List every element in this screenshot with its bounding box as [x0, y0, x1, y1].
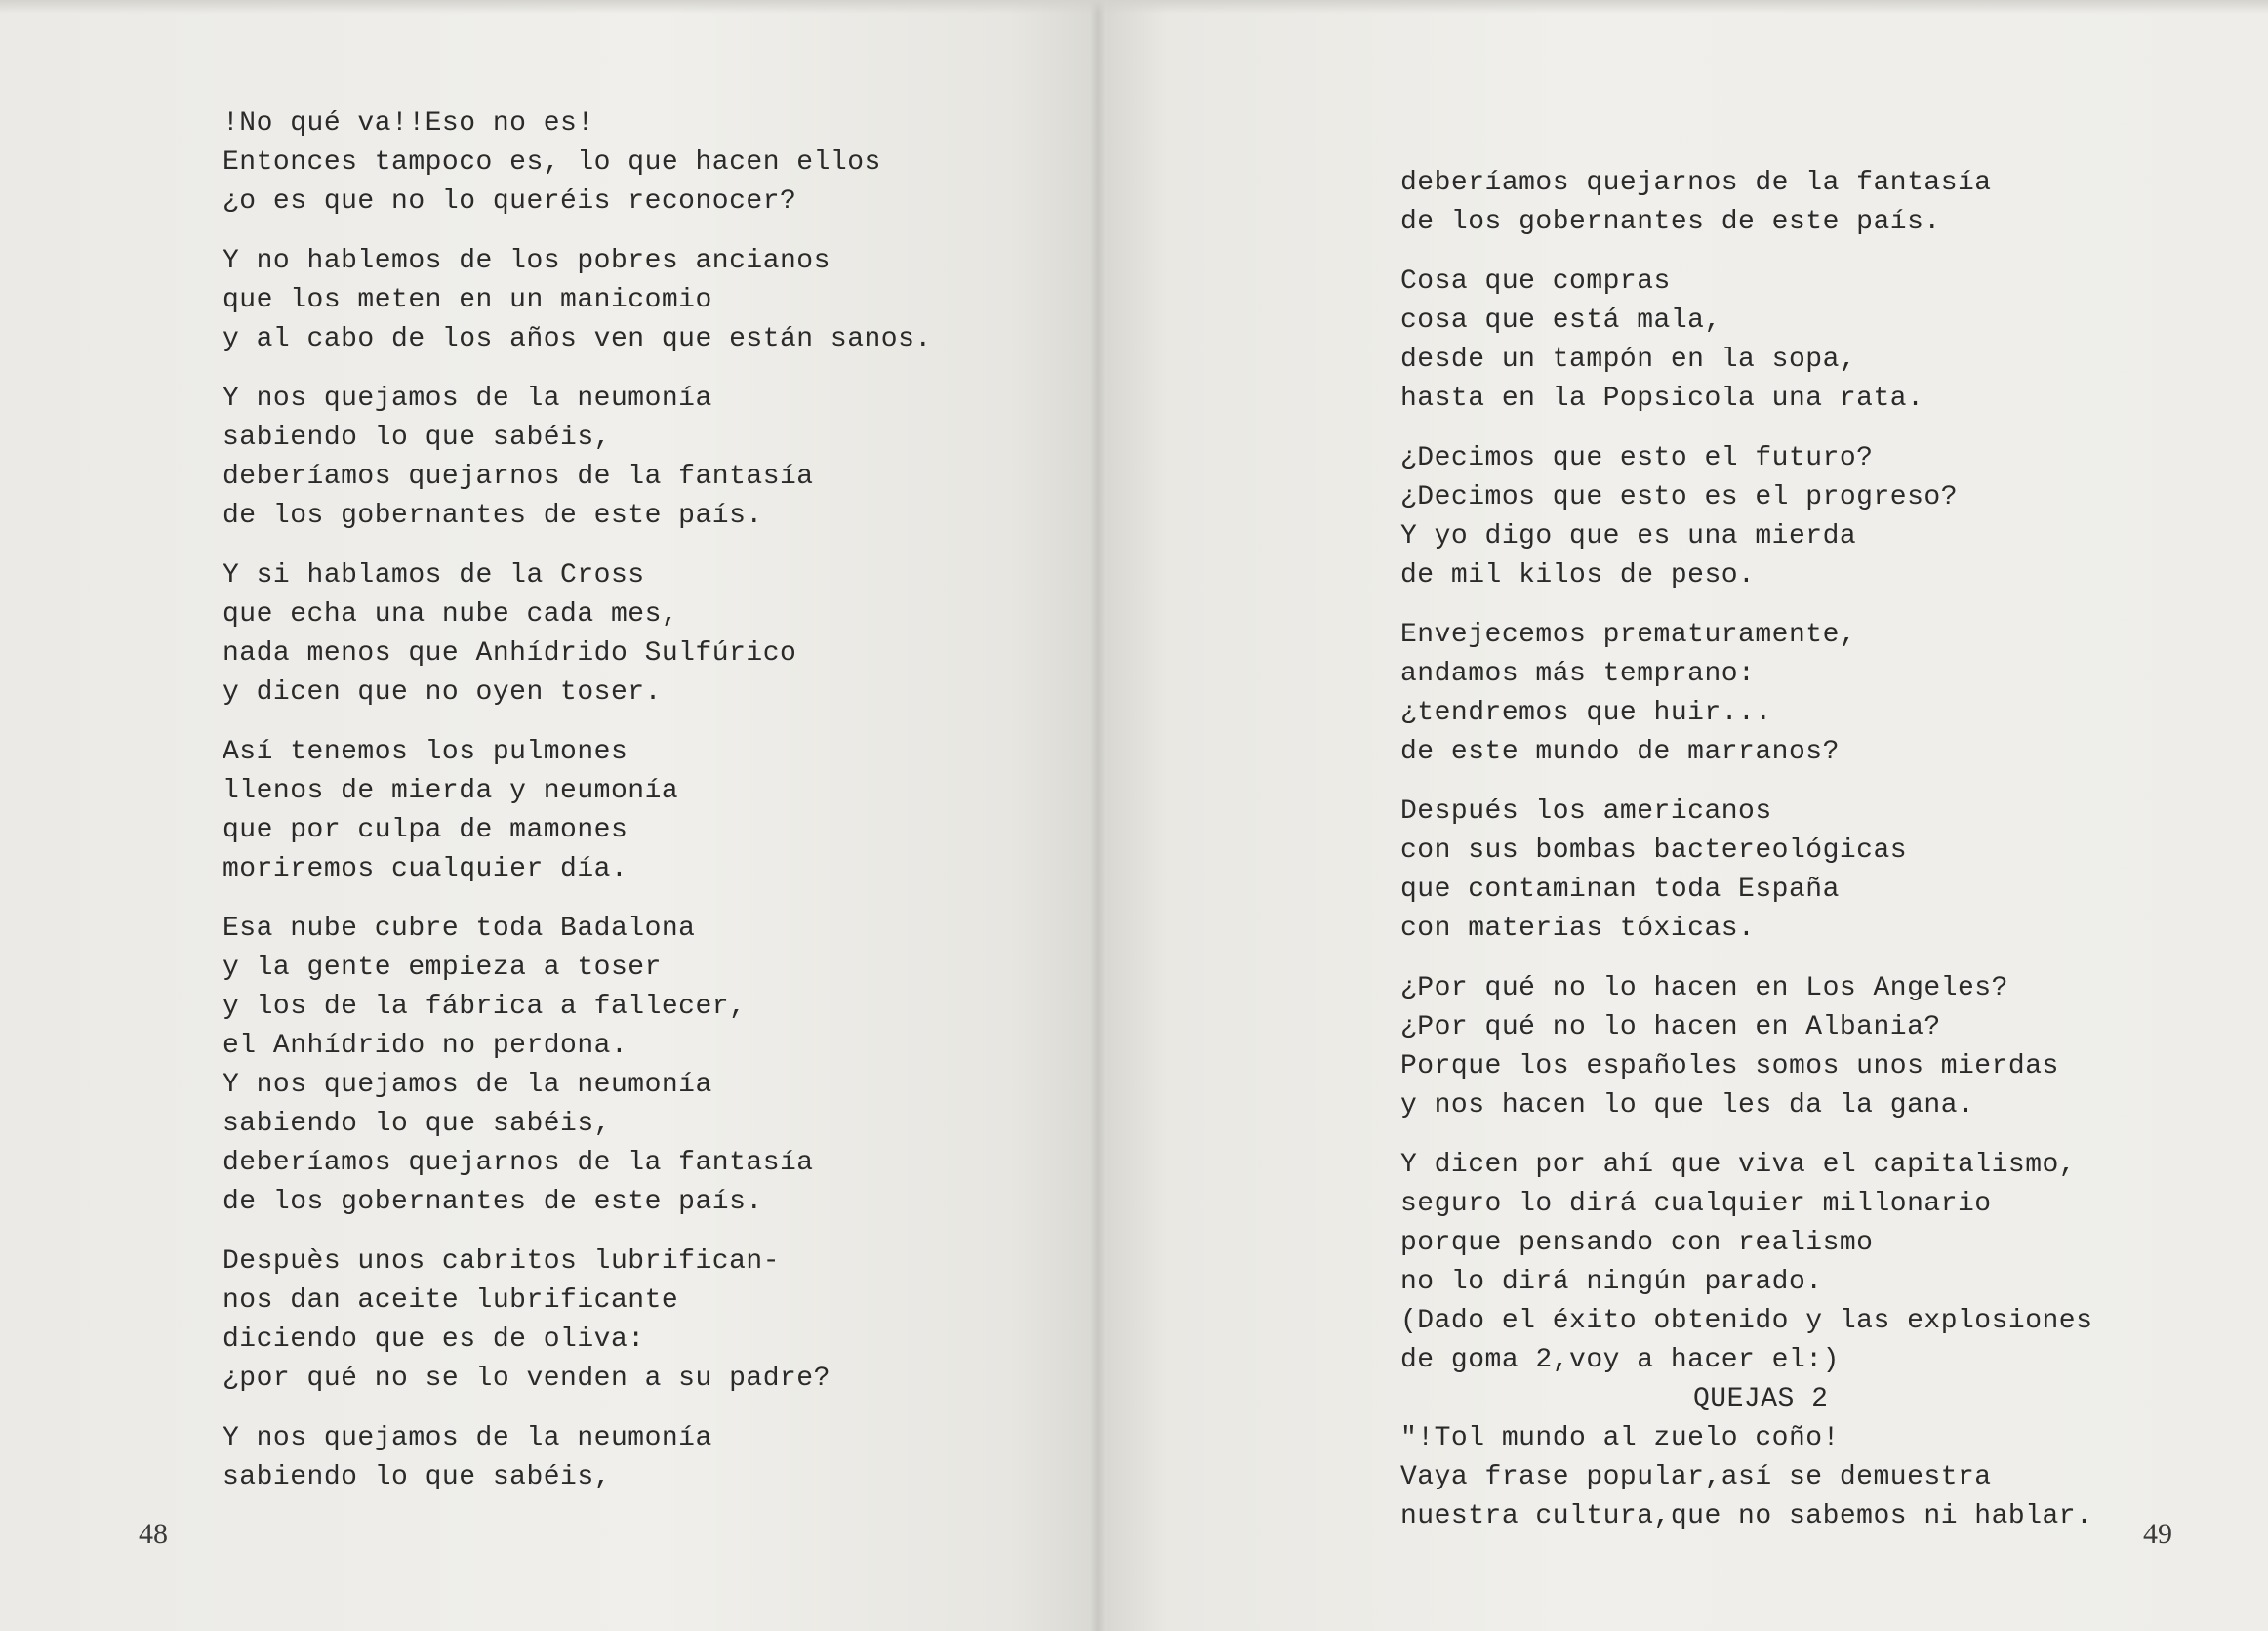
- page-number-left: 48: [139, 1518, 168, 1550]
- text-line: seguro lo dirá cualquier millonario: [1400, 1189, 1992, 1219]
- text-line: ¿Decimos que esto el futuro?: [1400, 443, 1874, 473]
- stanza: [223, 1419, 1023, 1497]
- text-line: de los gobernantes de este país.: [223, 1187, 763, 1217]
- text-line: de los gobernantes de este país.: [223, 501, 763, 531]
- text-line: !No qué va!!Eso no es!: [223, 108, 594, 139]
- text-line: ¿o es que no lo queréis reconocer?: [223, 186, 797, 217]
- page-top-shadow: [0, 0, 2268, 14]
- text-line: Y si hablamos de la Cross: [223, 560, 645, 591]
- stanza: [1400, 439, 2162, 595]
- stanza: [223, 380, 1023, 536]
- text-line: ¿tendremos que huir...: [1400, 698, 1772, 728]
- text-line: Después los americanos: [1400, 796, 1772, 827]
- section-heading: QUEJAS 2: [1693, 1384, 1829, 1414]
- text-line: que los meten en un manicomio: [223, 285, 712, 315]
- text-line: llenos de mierda y neumonía: [223, 776, 679, 806]
- text-line: deberíamos quejarnos de la fantasía: [1400, 168, 1992, 198]
- text-line: Entonces tampoco es, lo que hacen ellos: [223, 147, 881, 178]
- text-line: Porque los españoles somos unos mierdas: [1400, 1051, 2059, 1081]
- text-line: con sus bombas bactereológicas: [1400, 836, 1908, 866]
- text-line: porque pensando con realismo: [1400, 1228, 1874, 1258]
- stanza: [1400, 793, 2162, 949]
- text-line: Así tenemos los pulmones: [223, 737, 628, 767]
- stanza: [1400, 616, 2162, 772]
- text-line: y nos hacen lo que les da la gana.: [1400, 1090, 1975, 1121]
- stanza: [223, 556, 1023, 713]
- text-line: de mil kilos de peso.: [1400, 560, 1756, 591]
- text-line: nuestra cultura,que no sabemos ni hablar.: [1400, 1501, 2093, 1531]
- text-line: Y no hablemos de los pobres ancianos: [223, 246, 830, 276]
- text-line: de los gobernantes de este país.: [1400, 207, 1941, 237]
- text-line: que contaminan toda España: [1400, 875, 1840, 905]
- text-line: moriremos cualquier día.: [223, 854, 628, 884]
- text-line: hasta en la Popsicola una rata.: [1400, 384, 1924, 414]
- text-line: Y nos quejamos de la neumonía: [223, 384, 712, 414]
- text-line: y la gente empieza a toser: [223, 953, 662, 983]
- text-line: Vaya frase popular,así se demuestra: [1400, 1462, 1992, 1492]
- text-line: (Dado el éxito obtenido y las explosiones: [1400, 1306, 2093, 1336]
- stanza: [223, 104, 1023, 222]
- text-line: deberíamos quejarnos de la fantasía: [223, 1148, 814, 1178]
- right-page-text: [1400, 164, 2162, 1536]
- text-line: "!Tol mundo al zuelo coño!: [1400, 1423, 1840, 1453]
- text-line: Cosa que compras: [1400, 266, 1671, 297]
- stanza: [1400, 1146, 2162, 1380]
- text-line: diciendo que es de oliva:: [223, 1325, 645, 1355]
- text-line: Envejecemos prematuramente,: [1400, 620, 1857, 650]
- text-line: que echa una nube cada mes,: [223, 599, 679, 630]
- stanza: [223, 1243, 1023, 1399]
- text-line: de este mundo de marranos?: [1400, 737, 1840, 767]
- text-line: nada menos que Anhídrido Sulfúrico: [223, 638, 797, 669]
- stanza: [1400, 263, 2162, 419]
- text-line: no lo dirá ningún parado.: [1400, 1267, 1823, 1297]
- stanza: [223, 242, 1023, 359]
- stanza: [223, 910, 1023, 1222]
- text-line: sabiendo lo que sabéis,: [223, 1462, 611, 1492]
- text-line: y los de la fábrica a fallecer,: [223, 992, 747, 1022]
- text-line: que por culpa de mamones: [223, 815, 628, 845]
- text-line: Esa nube cubre toda Badalona: [223, 914, 696, 944]
- stanza: [223, 733, 1023, 889]
- text-line: cosa que está mala,: [1400, 306, 1721, 336]
- text-line: andamos más temprano:: [1400, 659, 1756, 689]
- text-line: y dicen que no oyen toser.: [223, 677, 662, 708]
- text-line: Y nos quejamos de la neumonía: [223, 1423, 712, 1453]
- text-line: ¿Por qué no lo hacen en Los Angeles?: [1400, 973, 2008, 1003]
- text-line: deberíamos quejarnos de la fantasía: [223, 462, 814, 492]
- text-line: sabiendo lo que sabéis,: [223, 1109, 611, 1139]
- text-line: Despuès unos cabritos lubrifican-: [223, 1246, 780, 1277]
- stanza: [1400, 969, 2162, 1125]
- text-line: Y nos quejamos de la neumonía: [223, 1070, 712, 1100]
- page-number-right: 49: [2143, 1518, 2172, 1550]
- text-line: y al cabo de los años ven que están sanos.: [223, 324, 932, 354]
- text-line: de goma 2,voy a hacer el:): [1400, 1345, 1840, 1375]
- left-page-text: [223, 104, 1023, 1518]
- text-line: Y yo digo que es una mierda: [1400, 521, 1857, 551]
- stanza: [1400, 1419, 2162, 1536]
- text-line: nos dan aceite lubrificante: [223, 1285, 679, 1316]
- text-line: ¿por qué no se lo venden a su padre?: [223, 1364, 830, 1394]
- text-line: desde un tampón en la sopa,: [1400, 345, 1857, 375]
- text-line: Y dicen por ahí que viva el capitalismo,: [1400, 1150, 2077, 1180]
- text-line: el Anhídrido no perdona.: [223, 1031, 628, 1061]
- text-line: ¿Decimos que esto es el progreso?: [1400, 482, 1958, 512]
- text-line: sabiendo lo que sabéis,: [223, 423, 611, 453]
- text-line: con materias tóxicas.: [1400, 914, 1756, 944]
- text-line: ¿Por qué no lo hacen en Albania?: [1400, 1012, 1941, 1042]
- stanza: [1400, 164, 2162, 242]
- book-gutter: [1089, 0, 1107, 1631]
